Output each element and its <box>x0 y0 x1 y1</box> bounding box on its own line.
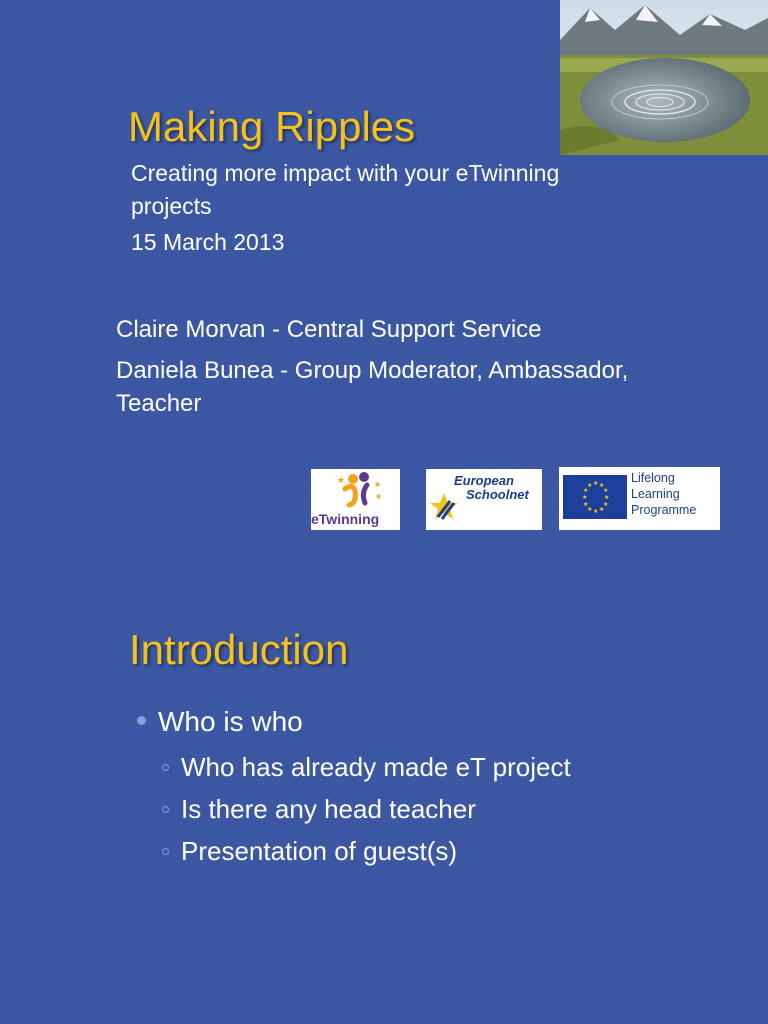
sub-bullet-text: Who has already made eT project <box>181 752 571 782</box>
sub-bullet-ring-icon <box>162 764 169 771</box>
svg-text:★: ★ <box>599 482 605 489</box>
svg-text:★: ★ <box>375 492 383 501</box>
lake-ripple-photo <box>560 0 768 155</box>
sub-bullet-text: Presentation of guest(s) <box>181 836 458 866</box>
subtitle-line-1: Creating more impact with your eTwinning <box>131 160 560 186</box>
svg-text:★: ★ <box>587 506 593 513</box>
svg-text:★: ★ <box>603 487 609 494</box>
authors <box>116 313 628 420</box>
presentation-date: 15 March 2013 <box>131 229 285 255</box>
schoolnet-text-2: Schoolnet <box>466 487 529 502</box>
bullet-text: Who is who <box>158 706 303 737</box>
svg-text:★: ★ <box>599 506 605 513</box>
author-2-continued: Teacher <box>116 390 202 417</box>
llp-text-3: Programme <box>631 503 697 517</box>
sub-bullet-item <box>162 836 457 867</box>
svg-text:★: ★ <box>587 482 593 489</box>
etwinning-logo-text: eTwinning <box>311 511 380 527</box>
sub-bullet-item <box>162 794 476 825</box>
european-schoolnet-logo <box>426 469 542 530</box>
bullet-item <box>137 706 303 738</box>
bullet-dot-icon <box>137 716 146 725</box>
etwinning-logo <box>311 469 400 530</box>
sub-bullet-ring-icon <box>162 806 169 813</box>
svg-text:★: ★ <box>337 475 346 485</box>
svg-text:★: ★ <box>603 501 609 508</box>
subtitle <box>131 157 559 259</box>
eu-flag-icon <box>563 475 627 519</box>
author-1: Claire Morvan - Central Support Service <box>116 316 542 343</box>
svg-text:★: ★ <box>604 494 610 501</box>
svg-text:★: ★ <box>582 494 588 501</box>
sub-bullet-text: Is there any head teacher <box>181 794 476 824</box>
svg-text:★: ★ <box>583 487 589 494</box>
svg-text:★: ★ <box>593 508 599 515</box>
sub-bullet-ring-icon <box>162 848 169 855</box>
svg-text:★: ★ <box>593 480 599 487</box>
schoolnet-text-1: European <box>454 473 514 488</box>
etwinning-figures-icon <box>311 469 400 509</box>
lifelong-learning-logo <box>559 467 720 530</box>
slide-title: Introduction <box>129 626 349 673</box>
subtitle-line-2: projects <box>131 193 212 219</box>
author-2: Daniela Bunea - Group Moderator, Ambassador, <box>116 357 629 384</box>
svg-text:★: ★ <box>583 501 589 508</box>
schoolnet-star-icon <box>430 487 470 527</box>
llp-text-1: Lifelong <box>631 471 675 485</box>
sub-bullet-item <box>162 752 571 783</box>
slide-introduction <box>0 576 768 1024</box>
svg-text:★: ★ <box>374 480 382 489</box>
llp-text-2: Learning <box>631 487 680 501</box>
slide-title: Making Ripples <box>128 103 416 150</box>
